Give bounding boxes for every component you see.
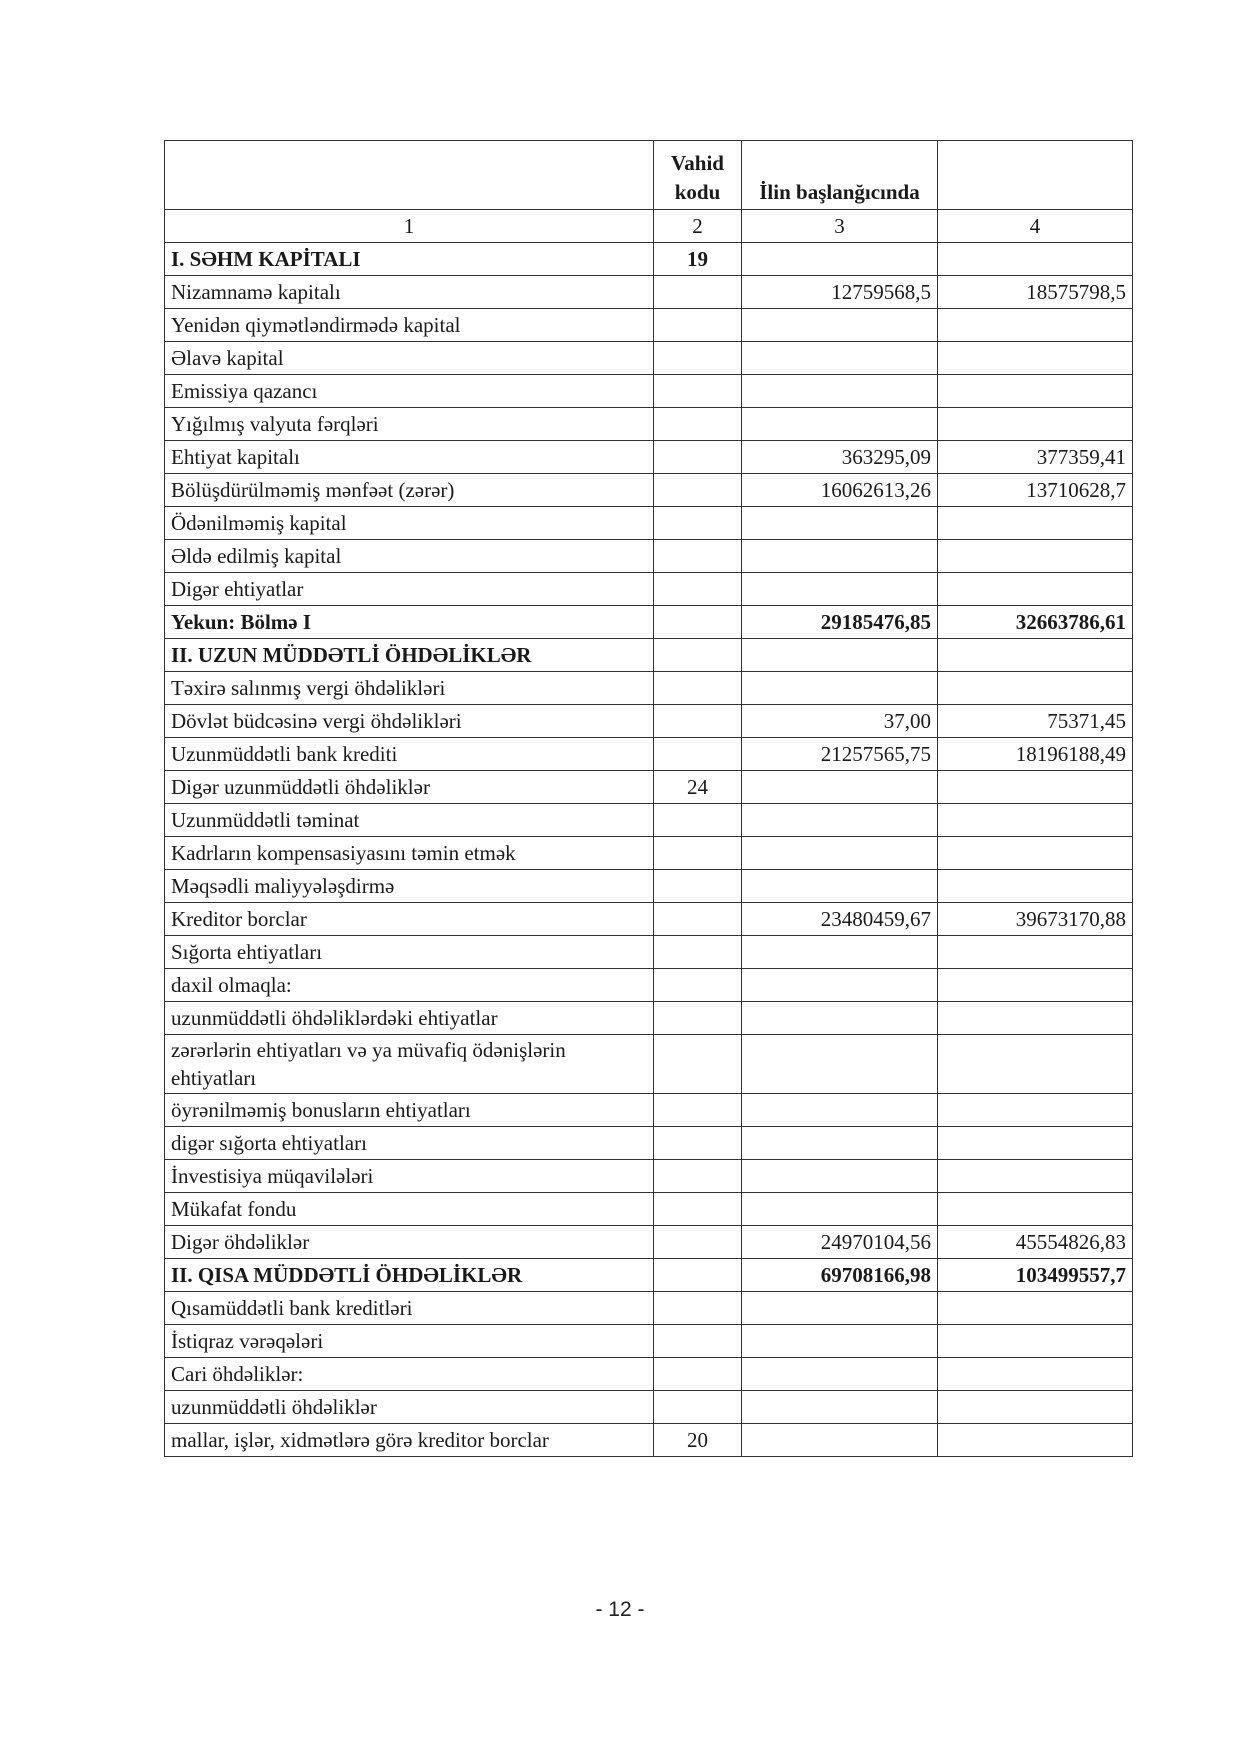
- table-row: [165, 1094, 1133, 1127]
- year-end-value: [938, 1035, 1133, 1094]
- year-start-value: [742, 1094, 938, 1127]
- year-end-value: 377359,41: [938, 441, 1133, 474]
- table-row: [165, 672, 1133, 705]
- year-start-value: [742, 1358, 938, 1391]
- unit-code-cell: [654, 870, 742, 903]
- year-end-value: [938, 771, 1133, 804]
- table-row: [165, 1259, 1133, 1292]
- year-end-value: 103499557,7: [938, 1259, 1133, 1292]
- header-row: [165, 141, 1133, 210]
- year-start-value: 37,00: [742, 705, 938, 738]
- year-end-value: [938, 1292, 1133, 1325]
- header-year-start: İlin başlanğıcında: [742, 141, 938, 210]
- year-end-value: [938, 507, 1133, 540]
- table-row: [165, 1424, 1133, 1457]
- unit-code-cell: [654, 639, 742, 672]
- unit-code-cell: [654, 375, 742, 408]
- unit-code-cell: [654, 705, 742, 738]
- unit-code-cell: [654, 1391, 742, 1424]
- line-item-name: uzunmüddətli öhdəliklərdəki ehtiyatlar: [165, 1002, 654, 1035]
- column-index-4: 4: [938, 210, 1133, 243]
- year-start-value: [742, 870, 938, 903]
- table-row: [165, 342, 1133, 375]
- year-end-value: 18196188,49: [938, 738, 1133, 771]
- header-unit-code: Vahid kodu: [654, 141, 742, 210]
- year-end-value: [938, 540, 1133, 573]
- unit-code-cell: [654, 969, 742, 1002]
- year-end-value: [938, 1002, 1133, 1035]
- line-item-name: Əldə edilmiş kapital: [165, 540, 654, 573]
- line-item-name: Kreditor borclar: [165, 903, 654, 936]
- line-item-name: mallar, işlər, xidmətlərə görə kreditor borclar: [165, 1424, 654, 1457]
- table-row: [165, 1002, 1133, 1035]
- unit-code-cell: [654, 1127, 742, 1160]
- table-row: [165, 1193, 1133, 1226]
- line-item-name: Dövlət büdcəsinə vergi öhdəlikləri: [165, 705, 654, 738]
- year-start-value: [742, 639, 938, 672]
- line-item-name: Ödənilməmiş kapital: [165, 507, 654, 540]
- unit-code-cell: 20: [654, 1424, 742, 1457]
- column-index-row: [165, 210, 1133, 243]
- table-row: [165, 276, 1133, 309]
- year-start-value: 29185476,85: [742, 606, 938, 639]
- year-start-value: [742, 1325, 938, 1358]
- year-start-value: 363295,09: [742, 441, 938, 474]
- year-end-value: [938, 1160, 1133, 1193]
- unit-code-cell: [654, 804, 742, 837]
- table-row: [165, 309, 1133, 342]
- unit-code-cell: [654, 903, 742, 936]
- table-row: [165, 540, 1133, 573]
- line-item-name: Cari öhdəliklər:: [165, 1358, 654, 1391]
- table-row: [165, 606, 1133, 639]
- line-item-name: Bölüşdürülməmiş mənfəət (zərər): [165, 474, 654, 507]
- year-start-value: [742, 540, 938, 573]
- year-end-value: [938, 837, 1133, 870]
- table-row: [165, 903, 1133, 936]
- year-start-value: [742, 1391, 938, 1424]
- unit-code-cell: [654, 672, 742, 705]
- table-row: [165, 870, 1133, 903]
- year-start-value: [742, 309, 938, 342]
- table-row: [165, 1292, 1133, 1325]
- table-row: [165, 1358, 1133, 1391]
- unit-code-cell: [654, 1002, 742, 1035]
- year-end-value: [938, 870, 1133, 903]
- table-row: [165, 936, 1133, 969]
- year-end-value: 32663786,61: [938, 606, 1133, 639]
- unit-code-cell: [654, 342, 742, 375]
- year-start-value: [742, 342, 938, 375]
- line-item-name: Ehtiyat kapitalı: [165, 441, 654, 474]
- column-index-1: 1: [165, 210, 654, 243]
- year-end-value: [938, 243, 1133, 276]
- unit-code-cell: [654, 1259, 742, 1292]
- unit-code-cell: [654, 606, 742, 639]
- year-start-value: [742, 1035, 938, 1094]
- unit-code-cell: 24: [654, 771, 742, 804]
- table-row: [165, 243, 1133, 276]
- line-item-name: digər sığorta ehtiyatları: [165, 1127, 654, 1160]
- column-index-3: 3: [742, 210, 938, 243]
- table-row: [165, 441, 1133, 474]
- year-end-value: [938, 804, 1133, 837]
- line-item-name: İstiqraz vərəqələri: [165, 1325, 654, 1358]
- line-item-name: uzunmüddətli öhdəliklər: [165, 1391, 654, 1424]
- year-end-value: [938, 1193, 1133, 1226]
- line-item-name: Yenidən qiymətləndirmədə kapital: [165, 309, 654, 342]
- line-item-name: Emissiya qazancı: [165, 375, 654, 408]
- year-end-value: [938, 1094, 1133, 1127]
- line-item-name: Digər uzunmüddətli öhdəliklər: [165, 771, 654, 804]
- line-item-name: Mükafat fondu: [165, 1193, 654, 1226]
- page-number: - 12 -: [595, 1598, 645, 1621]
- year-start-value: [742, 969, 938, 1002]
- unit-code-cell: [654, 540, 742, 573]
- year-end-value: 75371,45: [938, 705, 1133, 738]
- line-item-name: Kadrların kompensasiyasını təmin etmək: [165, 837, 654, 870]
- year-start-value: 23480459,67: [742, 903, 938, 936]
- unit-code-cell: [654, 1160, 742, 1193]
- year-start-value: [742, 1160, 938, 1193]
- unit-code-cell: [654, 1193, 742, 1226]
- line-item-name: Yekun: Bölmə I: [165, 606, 654, 639]
- table-row: [165, 1160, 1133, 1193]
- unit-code-cell: [654, 474, 742, 507]
- line-item-name: Əlavə kapital: [165, 342, 654, 375]
- year-end-value: [938, 408, 1133, 441]
- unit-code-cell: 19: [654, 243, 742, 276]
- table-row: [165, 474, 1133, 507]
- year-end-value: [938, 1391, 1133, 1424]
- line-item-name: Digər öhdəliklər: [165, 1226, 654, 1259]
- balance-sheet-table: [164, 140, 1133, 1457]
- year-end-value: [938, 969, 1133, 1002]
- year-start-value: [742, 837, 938, 870]
- line-item-name: Uzunmüddətli bank krediti: [165, 738, 654, 771]
- line-item-name: Təxirə salınmış vergi öhdəlikləri: [165, 672, 654, 705]
- year-end-value: [938, 573, 1133, 606]
- unit-code-cell: [654, 276, 742, 309]
- line-item-name: Uzunmüddətli təminat: [165, 804, 654, 837]
- line-item-name: öyrənilməmiş bonusların ehtiyatları: [165, 1094, 654, 1127]
- year-start-value: [742, 771, 938, 804]
- table-row: [165, 705, 1133, 738]
- line-item-name: Sığorta ehtiyatları: [165, 936, 654, 969]
- line-item-name: zərərlərin ehtiyatları və ya müvafiq ödənişlərin ehtiyatları: [165, 1035, 654, 1094]
- unit-code-cell: [654, 408, 742, 441]
- year-end-value: [938, 342, 1133, 375]
- table-row: [165, 1391, 1133, 1424]
- line-item-name: II. QISA MÜDDƏTLİ ÖHDƏLİKLƏR: [165, 1259, 654, 1292]
- year-start-value: [742, 408, 938, 441]
- header-year-end: [938, 141, 1133, 210]
- year-end-value: [938, 309, 1133, 342]
- year-end-value: [938, 672, 1133, 705]
- unit-code-cell: [654, 1325, 742, 1358]
- year-end-value: 45554826,83: [938, 1226, 1133, 1259]
- unit-code-cell: [654, 507, 742, 540]
- line-item-name: I. SƏHM KAPİTALI: [165, 243, 654, 276]
- line-item-name: Digər ehtiyatlar: [165, 573, 654, 606]
- line-item-name: Məqsədli maliyyələşdirmə: [165, 870, 654, 903]
- year-end-value: 39673170,88: [938, 903, 1133, 936]
- year-start-value: [742, 507, 938, 540]
- table-row: [165, 1226, 1133, 1259]
- year-start-value: [742, 1002, 938, 1035]
- table-row: [165, 969, 1133, 1002]
- year-end-value: [938, 375, 1133, 408]
- line-item-name: II. UZUN MÜDDƏTLİ ÖHDƏLİKLƏR: [165, 639, 654, 672]
- table-row: [165, 804, 1133, 837]
- year-start-value: 21257565,75: [742, 738, 938, 771]
- year-start-value: 12759568,5: [742, 276, 938, 309]
- year-start-value: [742, 936, 938, 969]
- year-start-value: [742, 672, 938, 705]
- year-start-value: 69708166,98: [742, 1259, 938, 1292]
- unit-code-cell: [654, 1094, 742, 1127]
- year-start-value: [742, 375, 938, 408]
- line-item-name: Nizamnamə kapitalı: [165, 276, 654, 309]
- table-row: [165, 507, 1133, 540]
- unit-code-cell: [654, 1226, 742, 1259]
- unit-code-cell: [654, 573, 742, 606]
- unit-code-cell: [654, 1035, 742, 1094]
- year-start-value: 16062613,26: [742, 474, 938, 507]
- table-row: [165, 375, 1133, 408]
- table-row: [165, 1035, 1133, 1094]
- unit-code-cell: [654, 441, 742, 474]
- line-item-name: Yığılmış valyuta fərqləri: [165, 408, 654, 441]
- unit-code-cell: [654, 1292, 742, 1325]
- unit-code-cell: [654, 738, 742, 771]
- year-end-value: [938, 639, 1133, 672]
- line-item-name: Qısamüddətli bank kreditləri: [165, 1292, 654, 1325]
- unit-code-cell: [654, 936, 742, 969]
- line-item-name: daxil olmaqla:: [165, 969, 654, 1002]
- year-start-value: [742, 1424, 938, 1457]
- unit-code-cell: [654, 309, 742, 342]
- year-end-value: [938, 1127, 1133, 1160]
- unit-code-cell: [654, 1358, 742, 1391]
- table-row: [165, 1325, 1133, 1358]
- year-start-value: [742, 1193, 938, 1226]
- table-row: [165, 738, 1133, 771]
- header-item-name: [165, 141, 654, 210]
- table-row: [165, 408, 1133, 441]
- year-start-value: [742, 1127, 938, 1160]
- unit-code-cell: [654, 837, 742, 870]
- year-start-value: [742, 1292, 938, 1325]
- year-start-value: 24970104,56: [742, 1226, 938, 1259]
- table-body: [165, 243, 1133, 1457]
- year-end-value: [938, 1325, 1133, 1358]
- year-end-value: 18575798,5: [938, 276, 1133, 309]
- year-end-value: [938, 936, 1133, 969]
- year-end-value: [938, 1358, 1133, 1391]
- year-start-value: [742, 243, 938, 276]
- year-start-value: [742, 804, 938, 837]
- year-end-value: 13710628,7: [938, 474, 1133, 507]
- table-row: [165, 1127, 1133, 1160]
- column-index-2: 2: [654, 210, 742, 243]
- line-item-name: İnvestisiya müqavilələri: [165, 1160, 654, 1193]
- table-row: [165, 639, 1133, 672]
- table-row: [165, 837, 1133, 870]
- table-row: [165, 771, 1133, 804]
- year-end-value: [938, 1424, 1133, 1457]
- year-start-value: [742, 573, 938, 606]
- table-row: [165, 573, 1133, 606]
